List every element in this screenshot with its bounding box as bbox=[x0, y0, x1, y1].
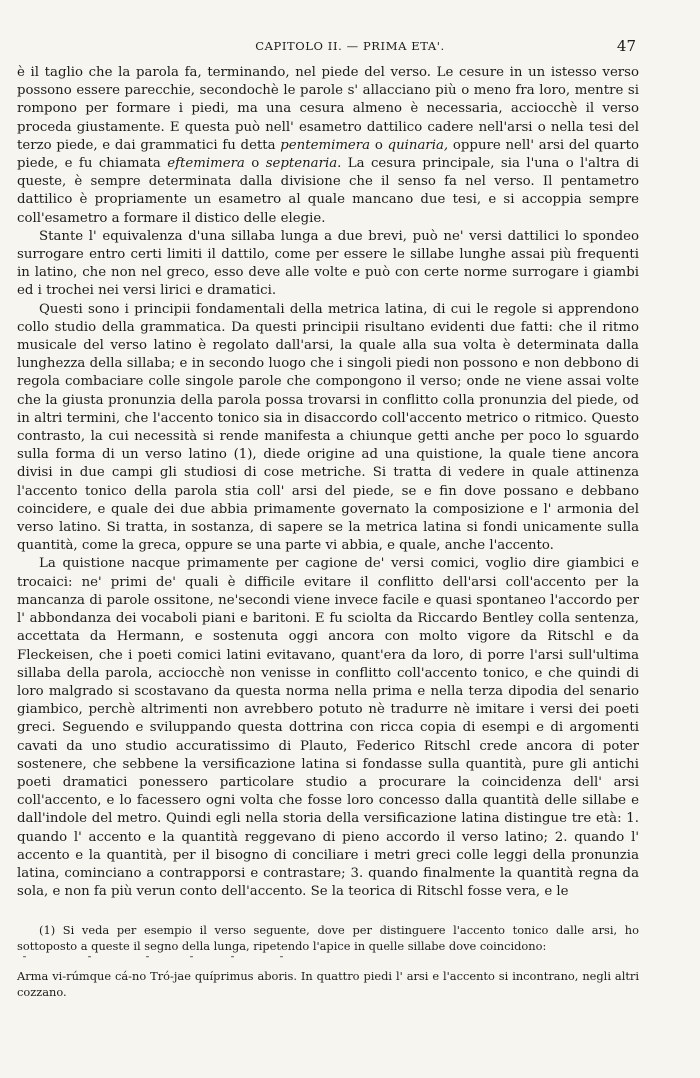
long-mark: ¯ bbox=[145, 956, 150, 967]
text-run: è il taglio che la parola fa, terminando, nel piede del verso. Le cesure in un istesso verso possono essere parecchie, secondochè le parole s' allacciano più o meno fra loro, mentre si rompono per formare i piedi, ma una cesura almeno è necessaria, acciocchè il verso proceda giustamente. E questa può nell' esametro dattilico cadere nell'arsi o nella tesi del terzo piede, e dai grammatici fu detta bbox=[17, 65, 639, 153]
page-number: 47 bbox=[616, 37, 636, 55]
metrical-marks bbox=[17, 957, 639, 969]
paragraph: Stante l' equivalenza d'una sillaba lunga a due brevi, può ne' versi dattilici lo spondeo surrogare entro certi limiti il dattilo, come per essere le sillabe lunghe assai più frequenti in latino, che non nel greco, esso deve alle volte e può con certe norme surrogare i giambi ed i trochei nei versi lirici e dramatici. bbox=[17, 228, 639, 299]
text-run: oppure nell' arsi del quarto piede, e fu chiamata bbox=[17, 137, 639, 172]
long-mark: ¯ bbox=[189, 956, 194, 967]
footnote-text: In quattro piedi l' arsi e l'accento si incontrano, negli altri cozzano. bbox=[17, 969, 639, 999]
paragraph: Questi sono i principii fondamentali della metrica latina, di cui le regole si apprendono collo studio della grammatica. Da questi principii risultano evidenti due fatti: che il ritmo musicale del verso latino è regolato dall'arsi, la quale alla sua volta è determinata dalla lunghezza della sillaba; e in secondo luogo che i singoli piedi non possono e non debbono di regola combaciare colle singole parole che compongono il verso; onde ne viene assai volte che la giusta pronunzia della parola possa trovarsi in conflitto colla pronunzia del piede, od in altri termini, che l'accento tonico sia in disaccordo coll'accento metrico o ritmico. Questo contrasto, la cui necessità si rende manifesta a chiunque getti anche per poco lo sguardo sulla forma di un verso latino (1), diede origine ad una quistione, la quale tiene ancora divisi in due campi gli studiosi di cose metriche. Si tratta di vedere in quale attinenza l'accento tonico della parola stia coll' arsi del piede, se e fin dove possano e debbano coincidere, e quale dei due abbia primamente governato la composizione e l' armonia del verso latino. Si tratta, in sostanza, di sapere se la metrica latina si fondi unicamente sulla quantità, come la greca, oppure se una parte vi abbia, e quale, anche l'accento. bbox=[17, 301, 639, 554]
footnote-verse-line bbox=[17, 958, 639, 1000]
page-header bbox=[0, 37, 700, 55]
paragraph: La quistione nacque primamente per cagione de' versi comici, voglio dire giambici e trocaici: ne' primi de' quali è difficile evitare il conflitto dell'arsi coll'accento per la mancanza di parole ossitone, ne'secondi viene invece facile e quasi spontaneo l'accordo per l' abbondanza dei vocaboli piani e baritoni. E fu sciolta da Riccardo Bentley colla sentenza, accettata da Hermann, e sostenuta oggi ancora con molto vigore da Ritschl e da Fleckeisen, che i poeti comici latini evitavano, quant'era da loro, di porre l'arsi sull'ultima sillaba della parola, acciocchè non venisse in conflitto coll'accento tonico, e che quindi di loro malgrado si scostavano da questa norma nella prima e nella terza dipodia del senario giambico, perchè altrimenti non avrebbero potuto nè tradurre nè imitare i versi dei poeti greci. Seguendo e sviluppando questa dottrina con ricca copia di esempi e di argomenti cavati da uno studio accuratissimo di Plauto, Federico Ritschl crede ancora di poter sostenere, che sebbene la versificazione latina si fondasse sulla quantità, pure gli antichi poeti dramatici ponessero particolare studio a procurare la coincidenza dell' arsi coll'accento, e lo facessero ogni volta che fosse loro concesso dalla quantità delle sillabe e dall'indole del metro. Quindi egli nella storia della versificazione latina distingue tre età: 1. quando l' accento e la quantità reggevano di pieno accordo il verso latino; 2. quando l' accento e la quantità, per il bisogno di conciliare i metri greci colle leggi della pronunzia latina, cominciano a contrapporsi e contrastare; 3. quando finalmente la quantità regna da sola, e non fa più verun conto dell'accento. Se la teorica di Ritschl fosse vera, e le bbox=[17, 556, 639, 900]
long-mark: ¯ bbox=[87, 956, 92, 967]
italic-term: eftemimera bbox=[167, 156, 245, 172]
long-mark: ¯ bbox=[22, 956, 27, 967]
italic-term: septenaria. bbox=[265, 156, 342, 172]
text-run: o bbox=[244, 156, 266, 172]
footnote bbox=[17, 922, 639, 1000]
italic-term: pentemimera bbox=[280, 137, 371, 153]
latin-verse: Arma vi-rúmque cá-no Tró-jae quíprimus aboris. bbox=[17, 969, 297, 983]
italic-term: quinaria, bbox=[387, 137, 449, 153]
text-run: La cesura principale, sia l'una o l'altra di queste, è sempre determinata dalla divisione che il senso fa nel verso. Il pentametro dattilico è propriamente un esametro al quale mancano due tesi, e si accoppia sempre coll'esametro a formare il distico delle elegie. bbox=[17, 156, 639, 226]
paragraph bbox=[17, 64, 639, 228]
long-mark: ¯ bbox=[230, 956, 235, 967]
long-mark: ¯ bbox=[279, 956, 284, 967]
text-run: o bbox=[370, 137, 388, 153]
footnote-text: (1) Si veda per esempio il verso seguente, dove per distinguere l'accento tonico dalle arsi, ho sottoposto a queste il segno della lunga, ripetendo l'apice in quelle sillabe dove coincidono: bbox=[17, 923, 639, 953]
running-head: CAPITOLO II. — PRIMA ETA'. bbox=[255, 39, 445, 53]
body-text bbox=[17, 64, 639, 901]
